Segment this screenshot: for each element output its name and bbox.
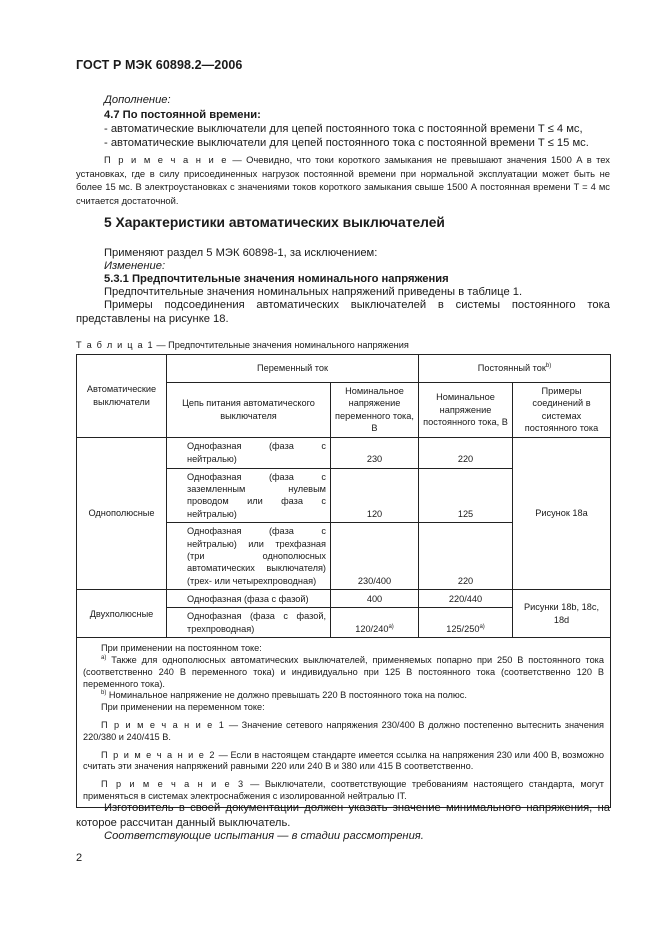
- header-dc-label: Постоянный ток: [477, 363, 546, 374]
- change-label: Изменение:: [104, 260, 166, 272]
- table-note-3: [83, 779, 604, 803]
- footnote-b-mark: b): [101, 690, 107, 697]
- circuit-cell: Однофазная (фаза с нейтралью) или трехфазная (три однополюсных автоматических выключателя) (трех- или четырехпроводная): [167, 523, 331, 590]
- dc-voltage-value: 125/250: [446, 623, 480, 634]
- dc-voltage-cell: 220: [419, 523, 513, 590]
- clause-5-3-1-title: 5.3.1 Предпочтительные значения номинального напряжения: [104, 273, 449, 285]
- ac-voltage-cell: 400: [331, 590, 419, 608]
- dc-notes-intro: При применении на постоянном токе:: [101, 643, 262, 654]
- dc-voltage-cell: [419, 608, 513, 638]
- table-note-3-label: П р и м е ч а н и е 3: [101, 779, 245, 790]
- footnote-a-text: Также для однополюсных автоматических выключателей, применяемых попарно при 250 В постоянного тока (соответственно 240 В переменного тока) и индивидуально при 125 В постоянного тока (соответственно 120 В переменного тока).: [83, 655, 605, 689]
- header-ac-voltage: Номинальное напряжение переменного тока, В: [331, 383, 419, 438]
- tests-note: Соответствующие испытания — в стадии рассмотрения.: [104, 830, 424, 842]
- table-row: [77, 590, 611, 608]
- closing-paragraph: Изготовитель в своей документации должен указать значение минимального напряжения, на которое рассчитан данный выключатель.: [76, 802, 610, 829]
- figure-ref-double: Рисунки 18b, 18c, 18d: [513, 590, 611, 638]
- header-dc: [419, 355, 611, 383]
- table-note-2: [83, 750, 604, 774]
- table-note-2-text: — Если в настоящем стандарте имеется ссылка на напряжения 230 или 400 В, возможно считать эти значения напряжений равными 220 или 240 В и 380 или 415 В соответственно.: [83, 749, 605, 772]
- clause-4-7-item-2: - автоматические выключатели для цепей постоянного тока с постоянной времени T ≤ 15 мс.: [104, 137, 589, 149]
- table-notes: [77, 638, 611, 808]
- header-examples: Примеры соединений в системах постоянного тока: [513, 383, 611, 438]
- ac-notes-intro: При применении на переменном токе:: [101, 702, 265, 713]
- figure-ref-single: Рисунок 18а: [513, 437, 611, 590]
- footnote-b: [83, 690, 604, 702]
- dc-voltage-cell: 220/440: [419, 590, 513, 608]
- dc-voltage-cell: 125: [419, 468, 513, 523]
- table-note-1-text: — Значение сетевого напряжения 230/400 В должно постепенно вытеснить значения 220/380 и 240/415 В.: [83, 720, 604, 742]
- section-5-intro: Применяют раздел 5 МЭК 60898-1, за исключением:: [104, 247, 378, 259]
- ac-voltage-value: 120/240: [355, 623, 389, 634]
- footnote-b-text: Номинальное напряжение не должно превышать 220 В постоянного тока на полюс.: [106, 690, 467, 701]
- clause-4-7-note: [76, 153, 610, 207]
- header-dc-voltage: Номинальное напряжение постоянного тока, В: [419, 383, 513, 438]
- circuit-cell: Однофазная (фаза с заземленным нулевым проводом или фаза с нейтралью): [167, 468, 331, 523]
- table-caption: [76, 340, 409, 350]
- table-caption-text: — Предпочтительные значения номинального напряжения: [153, 340, 409, 350]
- ac-voltage-cell: 120: [331, 468, 419, 523]
- section-5-title: 5 Характеристики автоматических выключателей: [104, 215, 445, 230]
- header-circuit: Цепь питания автоматического выключателя: [167, 383, 331, 438]
- note-label: П р и м е ч а н и е: [104, 154, 229, 165]
- header-breakers: Автоматические выключатели: [77, 355, 167, 438]
- ac-voltage-cell: [331, 608, 419, 638]
- ac-voltage-footnote: a): [388, 623, 394, 630]
- clause-5-3-1-p1: Предпочтительные значения номинальных напряжений приведены в таблице 1.: [104, 286, 523, 298]
- table-note-1: [83, 720, 604, 744]
- circuit-cell: Однофазная (фаза с фазой, трехпроводная): [167, 608, 331, 638]
- header-ac: Переменный ток: [167, 355, 419, 383]
- footnote-a: [83, 655, 604, 690]
- table-row: [77, 437, 611, 468]
- note-text: — Очевидно, что токи короткого замыкания не превышают значения 1500 А в тех установках, где в силу присоединенных нагрузок постоянной времени при нормальной эксплуатации может быть не более 15 мс. В электроустановках с значениями токов короткого замыкания свыше 1500 А постоянная времени T = 4 мс считается достаточной.: [76, 154, 610, 206]
- ac-voltage-cell: 230: [331, 437, 419, 468]
- clause-4-7-title: 4.7 По постоянной времени:: [104, 109, 261, 121]
- table-caption-label: Т а б л и ц а 1: [76, 340, 154, 350]
- dc-voltage-footnote: a): [479, 623, 485, 630]
- circuit-cell: Однофазная (фаза с фазой): [167, 590, 331, 608]
- table-note-1-label: П р и м е ч а н и е 1: [101, 720, 226, 731]
- circuit-cell: Однофазная (фаза с нейтралью): [167, 437, 331, 468]
- table-note-2-label: П р и м е ч а н и е 2: [101, 749, 216, 760]
- addition-label: Дополнение:: [104, 94, 171, 106]
- footnote-a-mark: a): [101, 655, 107, 662]
- table-note-3-text: — Выключатели, соответствующие требованиям настоящего стандарта, могут применяться в системах электроснабжения с изолированной нейтралью IT.: [83, 779, 604, 802]
- ac-voltage-cell: 230/400: [331, 523, 419, 590]
- voltage-table: [76, 354, 611, 808]
- dc-voltage-cell: 220: [419, 437, 513, 468]
- single-pole-label: Однополюсные: [77, 437, 167, 590]
- document-header: ГОСТ Р МЭК 60898.2—2006: [76, 58, 243, 72]
- header-dc-footnote: b): [545, 363, 552, 370]
- double-pole-label: Двухполюсные: [77, 590, 167, 638]
- clause-5-3-1-p2: Примеры подсоединения автоматических выключателей в системы постоянного тока представлены на рисунке 18.: [76, 299, 610, 325]
- clause-4-7-item-1: - автоматические выключатели для цепей постоянного тока с постоянной времени T ≤ 4 мс,: [104, 123, 583, 135]
- page-number: 2: [76, 852, 83, 864]
